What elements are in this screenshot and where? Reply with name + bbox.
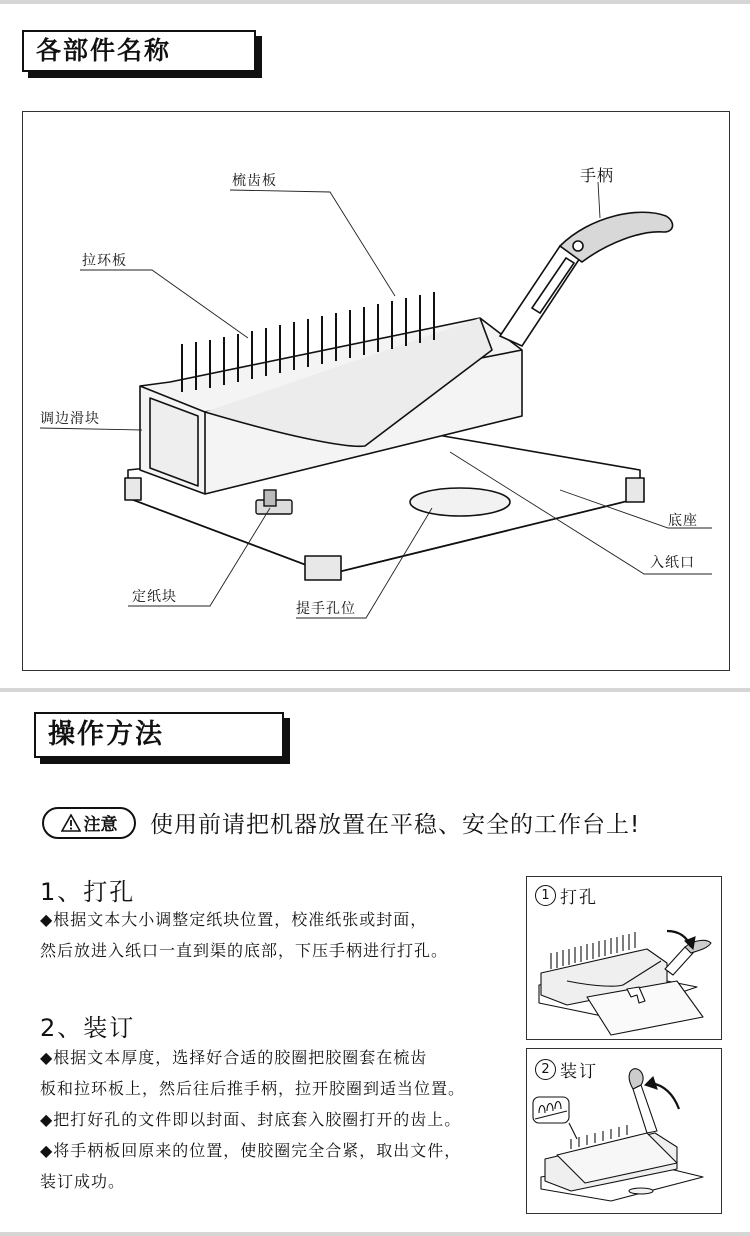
step2-line-2: 板和拉环板上，然后往后推手柄，拉开胶圈到适当位置。 (40, 1079, 466, 1098)
punch-panel-text: 打孔 (560, 888, 598, 908)
notice-badge (42, 807, 136, 839)
warning-triangle-icon (61, 814, 81, 832)
label-edge-slider: 调边滑块 (40, 411, 100, 427)
label-paper-inlet: 入纸口 (650, 555, 695, 571)
notice-row (42, 806, 640, 839)
step2-line-4: ◆将手柄板回原来的位置，使胶圈完全合紧，取出文件， (40, 1141, 462, 1160)
bind-panel-text: 装订 (560, 1062, 598, 1082)
foot-front (305, 556, 341, 580)
step2-heading: 2、装订 (40, 1014, 136, 1042)
punch-panel (526, 876, 722, 1040)
lever-handle (500, 212, 673, 346)
section-title-operation-text: 操作方法 (48, 719, 164, 750)
leader-pull-plate (80, 270, 248, 338)
bind-panel (526, 1048, 722, 1214)
leader-comb-plate (230, 190, 395, 296)
label-handle: 手柄 (580, 166, 615, 185)
step2-line-3: ◆把打好孔的文件即以封面、封底套入胶圈打开的齿上。 (40, 1110, 462, 1129)
step2-line-1: ◆根据文本厚度，选择好合适的胶圈把胶圈套在梳齿 (40, 1048, 428, 1067)
step1-text (40, 904, 510, 966)
label-paper-stop: 定纸块 (132, 589, 177, 605)
step1-line-2: 然后放进入纸口一直到渠的底部，下压手柄进行打孔。 (40, 941, 449, 960)
foot-left (125, 478, 141, 500)
section-title-parts-text: 各部件名称 (36, 36, 172, 65)
step1-line-1: ◆根据文本大小调整定纸块位置，校准纸张或封面， (40, 910, 428, 929)
step2-line-5: 装订成功。 (40, 1172, 126, 1191)
label-base: 底座 (668, 513, 698, 529)
leader-edge-slider (40, 428, 142, 430)
notice-badge-text: 注意 (83, 815, 118, 835)
punch-illustration (527, 877, 723, 1041)
bind-panel-number: 2 (535, 1059, 556, 1080)
step1-heading: 1、打孔 (40, 878, 136, 906)
section-divider (0, 688, 750, 692)
bottom-divider (0, 1232, 750, 1236)
bind-illustration (527, 1049, 723, 1215)
punch-panel-number: 1 (535, 885, 556, 906)
notice-text: 使用前请把机器放置在平稳、安全的工作台上! (150, 812, 641, 838)
label-comb-plate: 梳齿板 (232, 173, 277, 189)
leader-handle (598, 182, 600, 218)
label-carry-hole: 提手孔位 (296, 601, 356, 617)
foot-right (626, 478, 644, 502)
label-pull-plate: 拉环板 (82, 253, 127, 269)
step2-text (40, 1042, 510, 1197)
carry-hole (410, 488, 510, 516)
section-title-operation (34, 712, 284, 758)
